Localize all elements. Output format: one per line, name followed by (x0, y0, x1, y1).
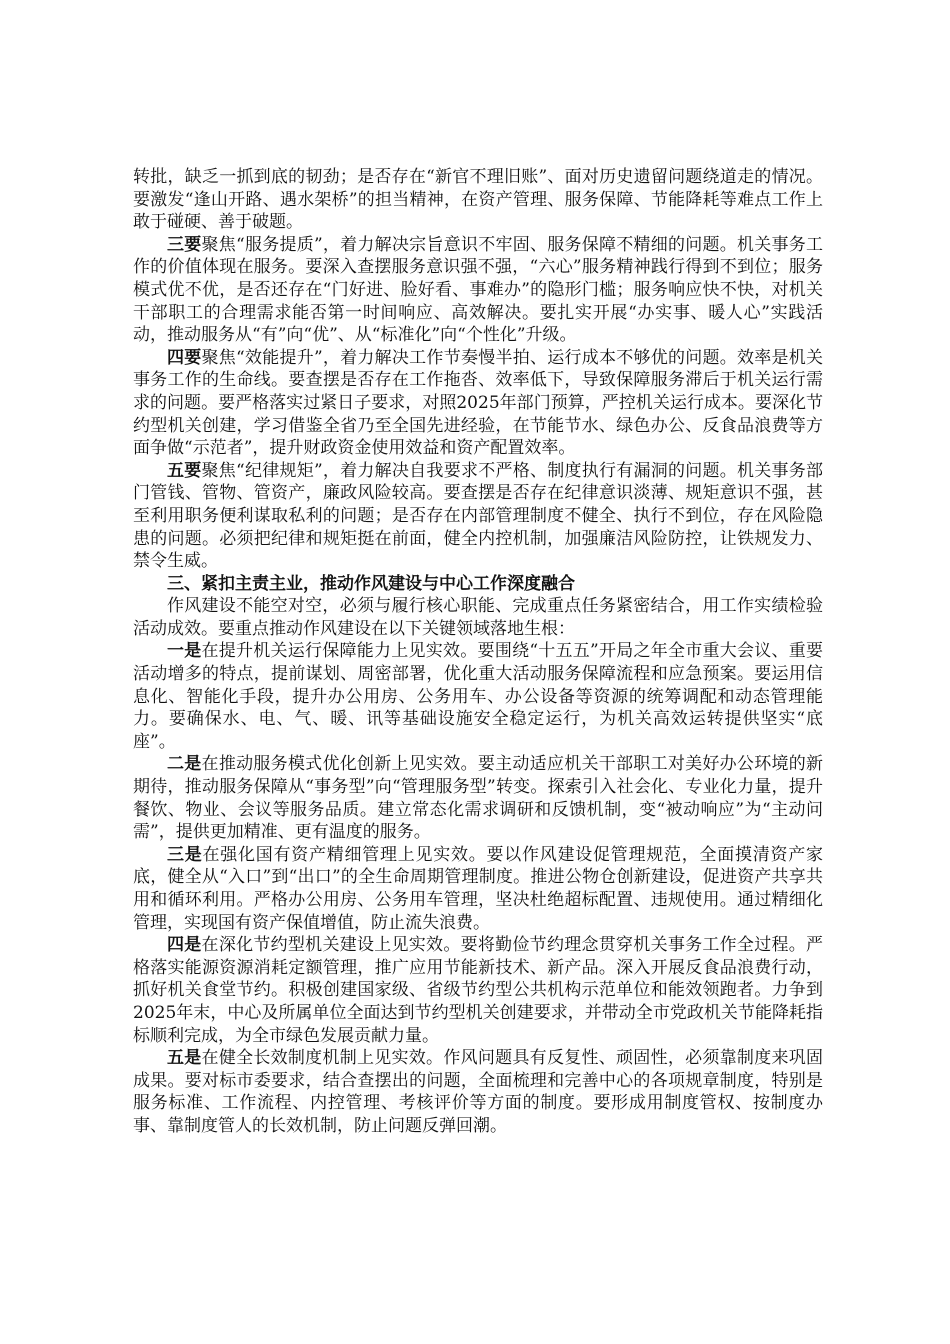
text-point-5: 在健全长效制度机制上见实效。作风问题具有反复性、顽固性，必须靠制度来巩固成果。要对标市委要求，结合查摆出的问题，全面梳理和完善中心的各项规章制度，特别是服务标准、工作流程、内控管理、考核评价等方面的制度。要形成用制度管权、按制度办事、靠制度管人的长效机制，防止问题反弹回潮。 (133, 1048, 824, 1136)
text-item-4: 聚焦“效能提升”，着力解决工作节奏慢半拍、运行成本不够优的问题。效率是机关事务工作的生命线。要查摆是否存在工作拖沓、效率低下，导致保障服务滞后于机关运行需求的问题。要严格落实过紧日子要求，对照2025年部门预算，严控机关运行成本。要深化节约型机关创建，学习借鉴全省乃至全国先进经验，在节能节水、绿色办公、反食品浪费等方面争做“示范者”，提升财政资金使用效益和资产配置效率。 (133, 347, 823, 459)
text-point-1: 在提升机关运行保障能力上见实效。要围绕“十五五”开局之年全市重大会议、重要活动增多的特点，提前谋划、周密部署，优化重大活动服务保障流程和应急预案。要运用信息化、智能化手段，提升办公用房、公务用车、办公设备等资源的统筹调配和动态管理能力。要确保水、电、气、暖、讯等基础设施安全稳定运行，为机关高效运转提供坚实“底座”。 (133, 641, 823, 752)
paragraph-point-1 (133, 640, 823, 753)
text-point-3: 在强化国有资产精细管理上见实效。要以作风建设促管理规范，全面摸清资产家底，健全从“入口”到“出口”的全生命周期管理制度。推进公物仓创新建设，促进资产共享共用和循环利用。严格办公用房、公务用车管理，坚决杜绝超标配置、违规使用。通过精细化管理，实现国有资产保值增值，防止流失浪费。 (133, 844, 823, 933)
section-3-intro: 作风建设不能空对空，必须与履行核心职能、完成重点任务紧密结合，用工作实绩检验活动成效。要重点推动作风建设在以下关键领域落地生根： (133, 596, 823, 639)
lead-item-3: 三要 (167, 234, 202, 255)
lead-point-1: 一是 (167, 641, 202, 662)
paragraph-point-5 (133, 1047, 823, 1137)
lead-point-2: 二是 (167, 754, 202, 775)
lead-point-3: 三是 (167, 844, 203, 865)
intro-paragraph: 转批，缺乏一抓到底的韧劲；是否存在“新官不理旧账”、面对历史遗留问题绕道走的情况。要激发“逢山开路、遇水架桥”的担当精神，在资产管理、服务保障、节能降耗等难点工作上敢于碰硬、善于破题。 (133, 167, 823, 233)
document-page (133, 166, 823, 1138)
paragraph-point-4 (133, 934, 823, 1047)
text-point-4: 在深化节约型机关建设上见实效。要将勤俭节约理念贯穿机关事务工作全过程。严格落实能源资源消耗定额管理，推广应用节能新技术、新产品。深入开展反食品浪费行动，抓好机关食堂节约。积极创建国家级、省级节约型公共机构示范单位和能效领跑者。力争到2025年末，中心及所属单位全面达到节约型机关创建要求，并带动全市党政机关节能降耗指标顺利完成，为全市绿色发展贡献力量。 (133, 935, 824, 1046)
paragraph-point-3 (133, 844, 823, 934)
lead-point-4: 四是 (167, 935, 202, 956)
paragraph-item-3 (133, 234, 823, 347)
paragraph-item-4 (133, 347, 823, 460)
section-3-heading: 三、紧扣主责主业，推动作风建设与中心工作深度融合 (167, 573, 575, 594)
lead-item-5: 五要 (167, 460, 202, 481)
paragraph-point-2 (133, 753, 823, 843)
text-point-2: 在推动服务模式优化创新上见实效。要主动适应机关干部职工对美好办公环境的新期待，推动服务保障从“事务型”向“管理服务型”转变。探索引入社会化、专业化力量，提升餐饮、物业、会议等服务品质。建立常态化需求调研和反馈机制，变“被动响应”为“主动问需”，提供更加精准、更有温度的服务。 (133, 754, 824, 843)
lead-item-4: 四要 (167, 347, 202, 368)
paragraph-item-5 (133, 460, 823, 573)
text-item-3: 聚焦“服务提质”，着力解决宗旨意识不牢固、服务保障不精细的问题。机关事务工作的价值体现在服务。要深入查摆服务意识强不强，“六心”服务精神践行得到不到位；服务模式优不优，是否还存在“门好进、脸好看、事难办”的隐形门槛；服务响应快不快，对机关干部职工的合理需求能否第一时间响应、高效解决。要扎实开展“办实事、暖人心”实践活动，推动服务从“有”向“优”、从“标准化”向“个性化”升级。 (133, 234, 823, 346)
lead-point-5: 五是 (167, 1048, 202, 1069)
text-item-5: 聚焦“纪律规矩”，着力解决自我要求不严格、制度执行有漏洞的问题。机关事务部门管钱、管物、管资产，廉政风险较高。要查摆是否存在纪律意识淡薄、规矩意识不强，甚至利用职务便利谋取私利的问题；是否存在内部管理制度不健全、执行不到位，存在风险隐患的问题。必须把纪律和规矩挺在前面，健全内控机制，加强廉洁风险防控，让铁规发力、禁令生威。 (133, 460, 823, 572)
